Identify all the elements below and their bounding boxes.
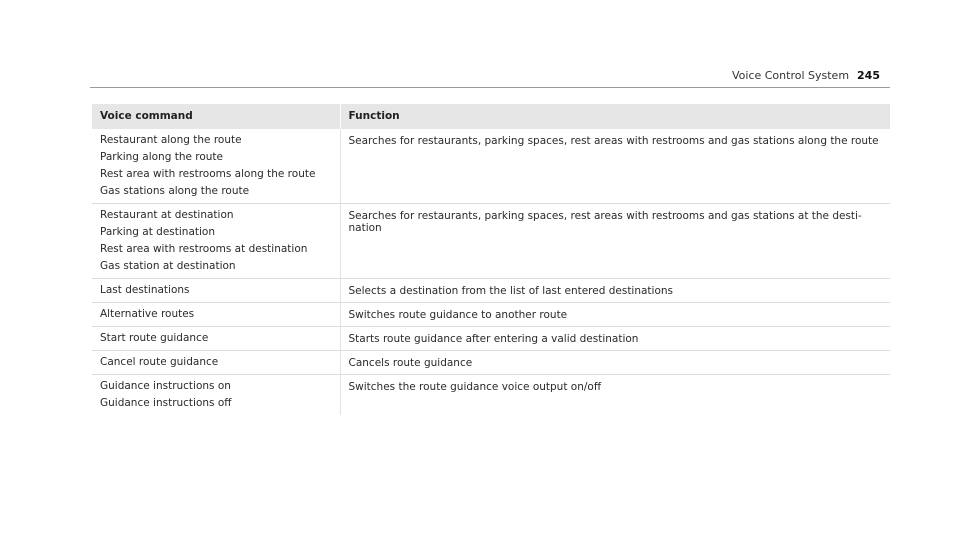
voice-command: Last destinations (100, 284, 190, 296)
page-header (90, 69, 890, 88)
function-description: Switches the route guidance voice output on/off (348, 381, 602, 393)
voice-command-cell (92, 129, 340, 204)
voice-command: Gas station at destination (100, 260, 236, 272)
table-body (92, 129, 890, 415)
function-description: Searches for restaurants, parking spaces, rest areas with restrooms and gas stations at the desti- nation (340, 204, 890, 279)
table-row (92, 129, 890, 204)
function-description: Searches for restaurants, parking spaces, rest areas with restrooms and gas stations along the route (340, 129, 890, 204)
table-header-row (92, 104, 890, 129)
column-header-voice-command: Voice command (92, 104, 340, 129)
voice-command: Cancel route guidance (100, 356, 219, 368)
table-header (92, 104, 890, 129)
function-description: Switches route guidance to another route (340, 303, 890, 327)
voice-command: Start route guidance (100, 332, 209, 344)
table-row (92, 279, 890, 303)
voice-command: Guidance instructions off (100, 397, 232, 409)
voice-command: Guidance instructions on (100, 380, 231, 392)
column-header-function: Function (340, 104, 890, 129)
voice-command-cell (92, 351, 340, 375)
voice-command: Parking along the route (100, 151, 224, 163)
voice-command-cell (92, 303, 340, 327)
page-number: 245 (857, 69, 880, 82)
function-description: Cancels route guidance (340, 351, 890, 375)
function-description: Selects a destination from the list of last entered destinations (340, 279, 890, 303)
table-row (92, 303, 890, 327)
voice-command: Parking at destination (100, 226, 215, 238)
table-row (92, 351, 890, 375)
voice-command-cell (92, 375, 340, 416)
voice-command-cell (92, 279, 340, 303)
table-row (92, 204, 890, 279)
voice-command-cell (92, 327, 340, 351)
voice-command: Restaurant along the route (100, 134, 242, 146)
voice-command-table (92, 104, 890, 415)
table-row (92, 375, 890, 416)
header-right (732, 69, 880, 83)
voice-command: Gas stations along the route (100, 185, 250, 197)
section-name: Voice Control System (731, 69, 850, 82)
voice-command: Restaurant at destination (100, 209, 234, 221)
voice-command-cell (92, 204, 340, 279)
voice-command: Rest area with restrooms along the route (100, 168, 316, 180)
voice-command: Alternative routes (100, 308, 195, 320)
function-description: Starts route guidance after entering a valid destination (340, 327, 890, 351)
table-row (92, 327, 890, 351)
voice-command: Rest area with restrooms at destination (100, 243, 308, 255)
